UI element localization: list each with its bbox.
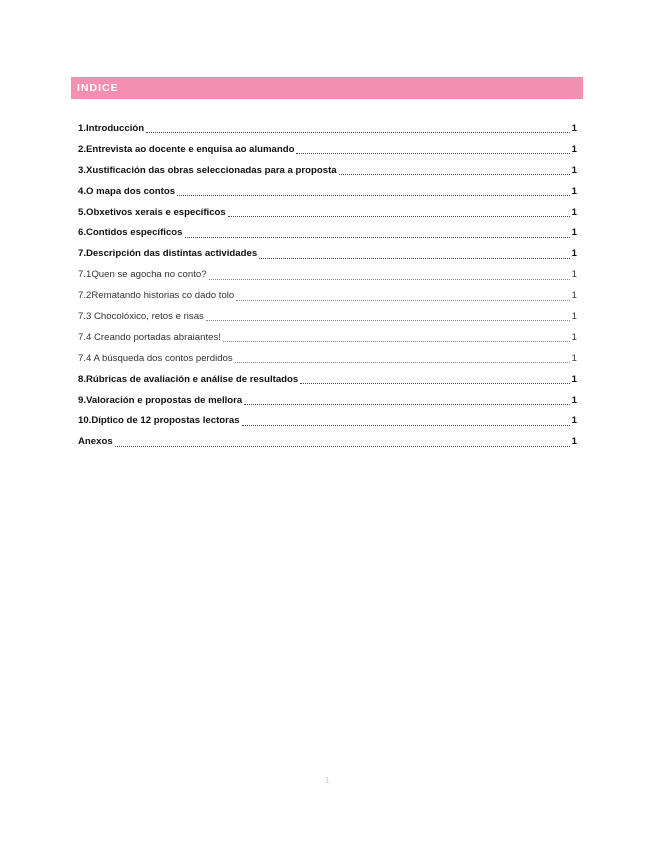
index-header-bar xyxy=(71,77,583,99)
toc-entry-page: 1 xyxy=(571,269,577,281)
toc-entry[interactable] xyxy=(78,265,577,286)
toc-entry-title: 10.Díptico de 12 propostas lectoras xyxy=(78,415,240,427)
toc-entry-page: 1 xyxy=(571,394,577,406)
toc-entry-page: 1 xyxy=(571,123,577,134)
toc-dot-leader xyxy=(339,173,570,175)
table-of-contents xyxy=(78,119,577,453)
toc-entry-page: 1 xyxy=(571,415,577,427)
toc-entry[interactable] xyxy=(78,140,577,161)
toc-entry-title: 6.Contidos específicos xyxy=(78,227,183,239)
toc-entry[interactable] xyxy=(78,391,577,412)
toc-dot-leader xyxy=(296,152,569,154)
toc-entry-page: 1 xyxy=(571,290,577,302)
toc-dot-leader xyxy=(235,361,570,363)
toc-dot-leader xyxy=(206,319,570,321)
toc-entry-title: 7.Descripción das distintas actividades xyxy=(78,248,258,260)
toc-entry-title: 7.2Rematando historias co dado tolo xyxy=(78,290,235,302)
toc-dot-leader xyxy=(228,215,570,217)
toc-entry[interactable] xyxy=(78,182,577,203)
toc-entry-page: 1 xyxy=(571,373,577,385)
toc-entry-title: 7.4 Creando portadas abraiantes! xyxy=(78,331,221,343)
toc-dot-leader xyxy=(115,445,570,447)
toc-entry-page: 1 xyxy=(571,206,577,218)
toc-entry-title: 4.O mapa dos contos xyxy=(78,185,176,197)
toc-dot-leader xyxy=(146,131,570,133)
toc-dot-leader xyxy=(259,257,570,259)
toc-entry-title: 9.Valoración e propostas de mellora xyxy=(78,394,243,406)
toc-entry-page: 1 xyxy=(571,227,577,239)
toc-entry-page: 1 xyxy=(571,352,577,364)
toc-entry[interactable] xyxy=(78,370,577,391)
toc-entry-title: 7.3 Chocolóxico, retos e risas xyxy=(78,311,204,323)
toc-dot-leader xyxy=(209,278,570,280)
toc-entry[interactable] xyxy=(78,307,577,328)
toc-dot-leader xyxy=(300,382,569,384)
toc-entry-page: 1 xyxy=(571,143,577,155)
toc-entry-title: 7.1Quen se agocha no conto? xyxy=(78,269,207,281)
toc-entry[interactable] xyxy=(78,203,577,224)
toc-dot-leader xyxy=(244,403,569,405)
page-number: 1 xyxy=(325,776,330,785)
toc-entry[interactable] xyxy=(78,244,577,265)
toc-entry-page: 1 xyxy=(571,185,577,197)
toc-entry-title: 8.Rúbricas de avaliación e análise de resultados xyxy=(78,373,299,385)
toc-dot-leader xyxy=(185,236,570,238)
toc-entry-title: 2.Entrevista ao docente e enquisa ao alumando xyxy=(78,143,295,155)
toc-entry[interactable] xyxy=(78,286,577,307)
toc-entry-page: 1 xyxy=(571,331,577,343)
toc-entry[interactable] xyxy=(78,328,577,349)
toc-entry-page: 1 xyxy=(571,311,577,323)
toc-entry[interactable] xyxy=(78,349,577,370)
toc-entry-page: 1 xyxy=(571,248,577,260)
toc-dot-leader xyxy=(223,340,570,342)
toc-entry-title: 7.4 A búsqueda dos contos perdidos xyxy=(78,352,233,364)
toc-entry-page: 1 xyxy=(571,164,577,176)
toc-entry-page: 1 xyxy=(571,436,577,448)
toc-entry-title: 3.Xustificación das obras seleccionadas para a proposta xyxy=(78,164,337,176)
toc-entry[interactable] xyxy=(78,411,577,432)
toc-entry-title: Anexos xyxy=(78,436,113,448)
toc-dot-leader xyxy=(177,194,570,196)
index-title: INDICE xyxy=(77,82,119,94)
toc-entry-title: 5.Obxetivos xerais e específicos xyxy=(78,206,226,218)
toc-entry[interactable] xyxy=(78,161,577,182)
toc-entry-title: 1.Introducción xyxy=(78,123,145,134)
toc-dot-leader xyxy=(236,299,569,301)
toc-dot-leader xyxy=(242,424,570,426)
toc-entry[interactable] xyxy=(78,432,577,453)
toc-entry[interactable] xyxy=(78,119,577,140)
toc-entry[interactable] xyxy=(78,223,577,244)
